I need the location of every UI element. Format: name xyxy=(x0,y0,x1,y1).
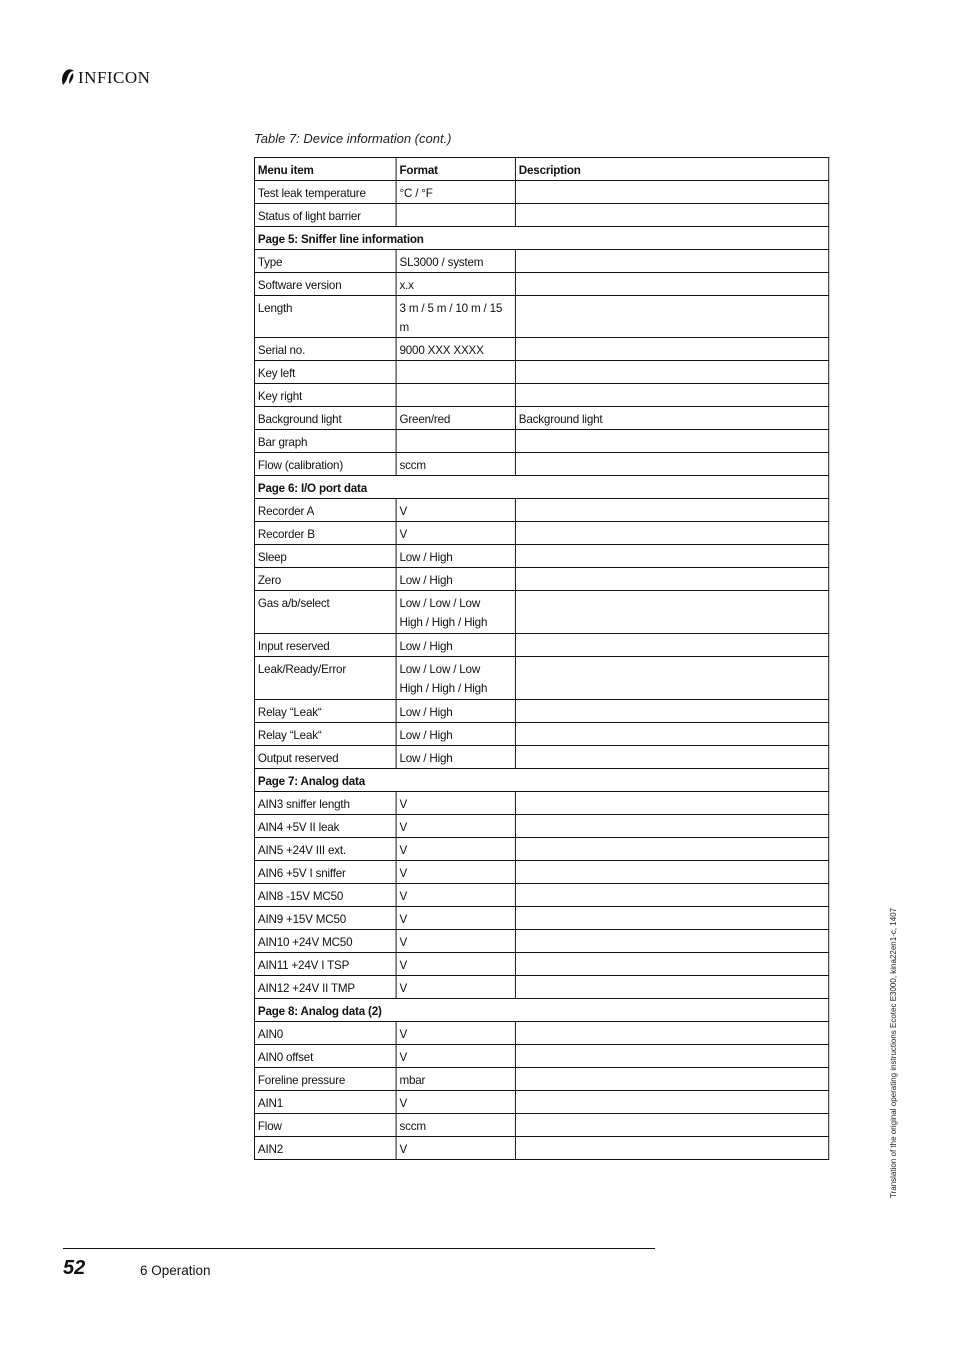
cell-format xyxy=(396,976,515,999)
cell-format xyxy=(396,700,515,723)
page-number: 52 xyxy=(63,1257,86,1279)
cell-menu-item: Recorder B xyxy=(254,522,396,545)
format-line: x.x xyxy=(399,278,414,292)
format-line: V xyxy=(399,820,408,834)
format-line: V xyxy=(399,935,408,949)
table-row xyxy=(254,591,828,634)
cell-description xyxy=(515,1022,828,1045)
format-line: 3 m / 5 m / 10 m / 15 m xyxy=(399,301,503,334)
cell-format xyxy=(396,338,515,361)
cell-format xyxy=(396,591,515,634)
table-row xyxy=(254,499,828,522)
cell-menu-item: Key right xyxy=(254,384,396,407)
cell-description xyxy=(515,746,828,769)
table-row xyxy=(254,838,828,861)
cell-description xyxy=(515,1091,828,1114)
cell-description xyxy=(515,634,828,657)
cell-menu-item: AIN10 +24V MC50 xyxy=(254,930,396,953)
cell-menu-item: AIN12 +24V II TMP xyxy=(254,976,396,999)
format-line: 9000 XXX XXXX xyxy=(399,343,484,357)
table-row xyxy=(254,430,828,453)
header-menu-item: Menu item xyxy=(254,158,396,181)
cell-menu-item: Leak/Ready/Error xyxy=(254,657,396,700)
cell-menu-item: AIN5 +24V III ext. xyxy=(254,838,396,861)
format-line-2: High / High / High xyxy=(399,615,488,629)
table-row xyxy=(254,746,828,769)
table-row xyxy=(254,296,828,338)
table-row xyxy=(254,792,828,815)
table-row xyxy=(254,1091,828,1114)
cell-menu-item: Foreline pressure xyxy=(254,1068,396,1091)
format-line: V xyxy=(399,1027,408,1041)
cell-format xyxy=(396,522,515,545)
cell-format xyxy=(396,884,515,907)
cell-format xyxy=(396,1137,515,1160)
format-line: Low / High xyxy=(399,639,453,653)
cell-description xyxy=(515,657,828,700)
cell-description xyxy=(515,1045,828,1068)
table-header-row xyxy=(254,158,828,181)
cell-menu-item: AIN2 xyxy=(254,1137,396,1160)
cell-format xyxy=(396,181,515,204)
format-line: Green/red xyxy=(399,412,451,426)
table-row xyxy=(254,634,828,657)
cell-description xyxy=(515,545,828,568)
table-row xyxy=(254,815,828,838)
cell-format xyxy=(396,1091,515,1114)
cell-description xyxy=(515,499,828,522)
cell-format xyxy=(396,453,515,476)
section-title: Page 5: Sniffer line information xyxy=(254,227,828,250)
cell-format xyxy=(396,723,515,746)
table-row xyxy=(254,1137,828,1160)
cell-format xyxy=(396,634,515,657)
document-reference: Translation of the original operating instructions Ecotec E3000, kina22en1-c, 1407 xyxy=(889,907,898,1198)
cell-menu-item: Relay “Leak“ xyxy=(254,700,396,723)
cell-menu-item: Software version xyxy=(254,273,396,296)
cell-menu-item: AIN11 +24V I TSP xyxy=(254,953,396,976)
cell-format xyxy=(396,815,515,838)
table-row xyxy=(254,1045,828,1068)
table-section-row xyxy=(254,227,828,250)
cell-description: Background light xyxy=(515,407,828,430)
table-section-row xyxy=(254,999,828,1022)
cell-format xyxy=(396,296,515,338)
format-line: Low / High xyxy=(399,550,453,564)
cell-menu-item: Sleep xyxy=(254,545,396,568)
cell-format xyxy=(396,953,515,976)
header-format: Format xyxy=(396,158,515,181)
table-row xyxy=(254,273,828,296)
device-info-table xyxy=(254,157,829,1160)
format-line: V xyxy=(399,527,408,541)
cell-format xyxy=(396,1068,515,1091)
cell-description xyxy=(515,250,828,273)
format-line: sccm xyxy=(399,458,426,472)
cell-description xyxy=(515,591,828,634)
cell-description xyxy=(515,453,828,476)
cell-description xyxy=(515,930,828,953)
cell-format xyxy=(396,861,515,884)
cell-menu-item: Recorder A xyxy=(254,499,396,522)
cell-menu-item: Input reserved xyxy=(254,634,396,657)
cell-menu-item: Relay “Leak“ xyxy=(254,723,396,746)
cell-description xyxy=(515,884,828,907)
cell-description xyxy=(515,792,828,815)
cell-format xyxy=(396,250,515,273)
cell-description xyxy=(515,1137,828,1160)
header-description: Description xyxy=(515,158,828,181)
table-caption: Table 7: Device information (cont.) xyxy=(254,131,452,146)
cell-menu-item: Test leak temperature xyxy=(254,181,396,204)
cell-format xyxy=(396,746,515,769)
table-row xyxy=(254,568,828,591)
table-row xyxy=(254,361,828,384)
format-line: Low / High xyxy=(399,751,453,765)
cell-format xyxy=(396,568,515,591)
cell-description xyxy=(515,907,828,930)
cell-menu-item: Flow xyxy=(254,1114,396,1137)
cell-description xyxy=(515,384,828,407)
table-row xyxy=(254,545,828,568)
format-line: °C / °F xyxy=(399,186,433,200)
format-line: V xyxy=(399,1050,408,1064)
table-row xyxy=(254,1022,828,1045)
cell-menu-item: Type xyxy=(254,250,396,273)
table-row xyxy=(254,1114,828,1137)
table-row xyxy=(254,1068,828,1091)
cell-format xyxy=(396,930,515,953)
cell-menu-item: AIN8 -15V MC50 xyxy=(254,884,396,907)
cell-menu-item: Zero xyxy=(254,568,396,591)
cell-description xyxy=(515,838,828,861)
chapter-label: 6 Operation xyxy=(140,1263,211,1278)
table-body xyxy=(254,181,828,1160)
format-line: V xyxy=(399,1096,408,1110)
cell-description xyxy=(515,568,828,591)
cell-format xyxy=(396,273,515,296)
table-section-row xyxy=(254,769,828,792)
table-section-row xyxy=(254,476,828,499)
cell-format xyxy=(396,1022,515,1045)
format-line: sccm xyxy=(399,1119,426,1133)
cell-menu-item: Bar graph xyxy=(254,430,396,453)
cell-description xyxy=(515,1114,828,1137)
cell-description xyxy=(515,953,828,976)
brand-logo xyxy=(60,68,150,86)
cell-format xyxy=(396,204,515,227)
format-line: Low / Low / Low xyxy=(399,662,481,676)
cell-format xyxy=(396,907,515,930)
table-row xyxy=(254,657,828,700)
format-line: Low / High xyxy=(399,573,453,587)
table-row xyxy=(254,953,828,976)
cell-menu-item: Key left xyxy=(254,361,396,384)
cell-menu-item: Output reserved xyxy=(254,746,396,769)
cell-menu-item: Length xyxy=(254,296,396,338)
cell-format xyxy=(396,430,515,453)
section-title: Page 7: Analog data xyxy=(254,769,828,792)
cell-menu-item: Serial no. xyxy=(254,338,396,361)
table-row xyxy=(254,338,828,361)
table-row xyxy=(254,384,828,407)
cell-format xyxy=(396,499,515,522)
cell-format xyxy=(396,792,515,815)
cell-description xyxy=(515,430,828,453)
table-row xyxy=(254,453,828,476)
table-row xyxy=(254,861,828,884)
format-line: V xyxy=(399,504,408,518)
table-row xyxy=(254,700,828,723)
format-line: Low / Low / Low xyxy=(399,596,481,610)
format-line: V xyxy=(399,889,408,903)
cell-description xyxy=(515,723,828,746)
cell-menu-item: AIN0 offset xyxy=(254,1045,396,1068)
cell-description xyxy=(515,338,828,361)
section-title: Page 6: I/O port data xyxy=(254,476,828,499)
format-line: V xyxy=(399,1142,408,1156)
cell-description xyxy=(515,700,828,723)
brand-name: INFICON xyxy=(78,67,151,87)
table-row xyxy=(254,930,828,953)
table-row xyxy=(254,204,828,227)
cell-format xyxy=(396,657,515,700)
cell-description xyxy=(515,181,828,204)
cell-menu-item: Gas a/b/select xyxy=(254,591,396,634)
cell-description xyxy=(515,815,828,838)
format-line: V xyxy=(399,958,408,972)
inficon-logo-icon xyxy=(60,68,76,86)
table-row xyxy=(254,250,828,273)
table-row xyxy=(254,723,828,746)
cell-menu-item: AIN9 +15V MC50 xyxy=(254,907,396,930)
cell-description xyxy=(515,204,828,227)
cell-description xyxy=(515,976,828,999)
cell-format xyxy=(396,838,515,861)
format-line: V xyxy=(399,797,408,811)
table-row xyxy=(254,522,828,545)
cell-format xyxy=(396,384,515,407)
cell-format xyxy=(396,1114,515,1137)
footer-divider xyxy=(63,1248,655,1249)
format-line-2: High / High / High xyxy=(399,681,488,695)
cell-menu-item: AIN0 xyxy=(254,1022,396,1045)
cell-format xyxy=(396,1045,515,1068)
table-row xyxy=(254,407,828,430)
format-line: Low / High xyxy=(399,705,453,719)
cell-menu-item: Status of light barrier xyxy=(254,204,396,227)
cell-description xyxy=(515,361,828,384)
cell-menu-item: AIN1 xyxy=(254,1091,396,1114)
table-row xyxy=(254,181,828,204)
format-line: V xyxy=(399,981,408,995)
cell-description xyxy=(515,273,828,296)
cell-description xyxy=(515,1068,828,1091)
cell-menu-item: AIN3 sniffer length xyxy=(254,792,396,815)
format-line: V xyxy=(399,912,408,926)
format-line: SL3000 / system xyxy=(399,255,484,269)
cell-menu-item: Flow (calibration) xyxy=(254,453,396,476)
cell-menu-item: AIN6 +5V I sniffer xyxy=(254,861,396,884)
section-title: Page 8: Analog data (2) xyxy=(254,999,828,1022)
format-line: Low / High xyxy=(399,728,453,742)
cell-menu-item: Background light xyxy=(254,407,396,430)
cell-format xyxy=(396,407,515,430)
format-line: V xyxy=(399,843,408,857)
cell-menu-item: AIN4 +5V II leak xyxy=(254,815,396,838)
table-row xyxy=(254,976,828,999)
format-line: V xyxy=(399,866,408,880)
table-row xyxy=(254,907,828,930)
cell-format xyxy=(396,545,515,568)
cell-description xyxy=(515,296,828,338)
cell-description xyxy=(515,861,828,884)
cell-description xyxy=(515,522,828,545)
table-row xyxy=(254,884,828,907)
cell-format xyxy=(396,361,515,384)
format-line: mbar xyxy=(399,1073,426,1087)
